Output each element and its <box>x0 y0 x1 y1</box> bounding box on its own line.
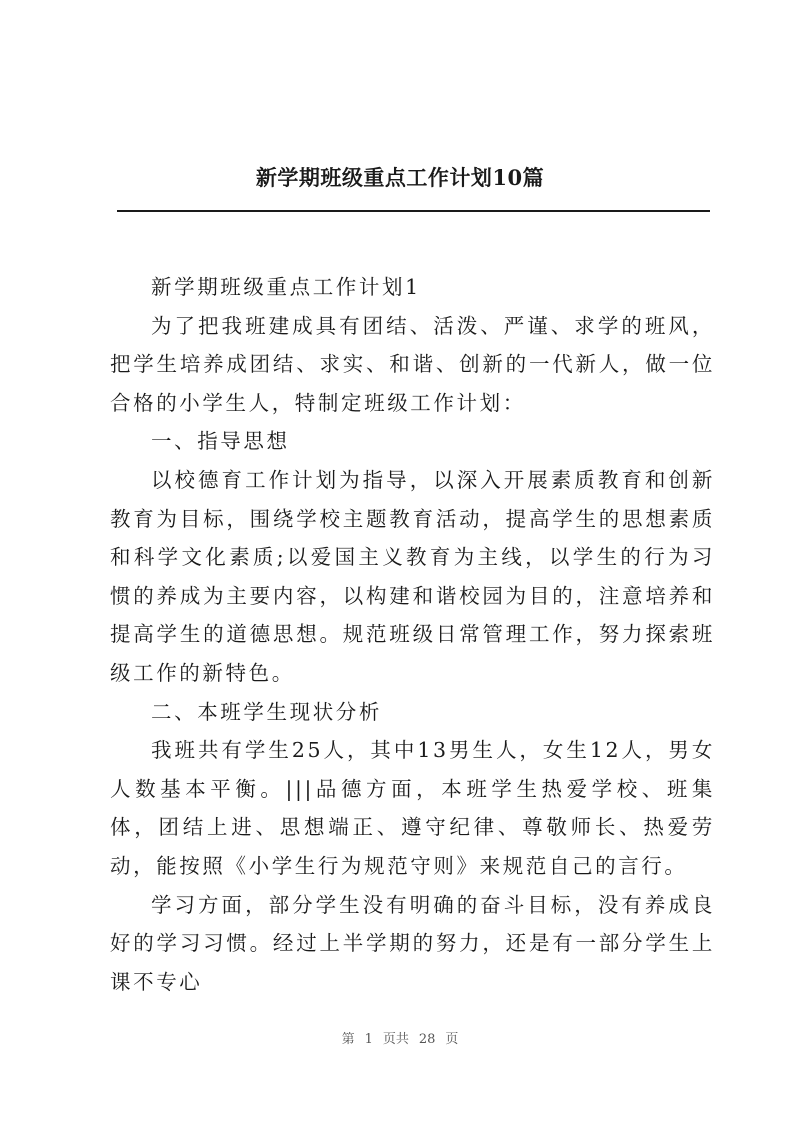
footer-of-label: 页共 <box>382 1032 409 1047</box>
footer-pages-suffix: 页 <box>445 1032 459 1047</box>
body-paragraph: 以校德育工作计划为指导，以深入开展素质教育和创新教育为目标，围绕学校主题教育活动，提高学生的思想素质和科学文化素质;以爱国主义教育为主线，以学生的行为习惯的养成为主要内容，以构建和谐校园为目的，注意培养和提高学生的道德思想。规范班级日常管理工作，努力探索班级工作的新特色。 <box>110 467 715 685</box>
footer-current-page: 1 <box>364 1032 373 1047</box>
body-paragraph: 学习方面，部分学生没有明确的奋斗目标，没有养成良好的学习习惯。经过上半学期的努力，还是有一部分学生上课不专心 <box>110 892 715 994</box>
section-heading: 二、本班学生现状分析 <box>151 699 382 724</box>
footer-total-pages: 28 <box>418 1032 436 1047</box>
document-body <box>110 268 715 1001</box>
section-heading: 一、指导思想 <box>151 429 290 454</box>
section-heading: 新学期班级重点工作计划1 <box>151 275 421 299</box>
footer-page-label: 第 <box>341 1032 355 1047</box>
title-divider <box>117 210 710 212</box>
page-footer <box>0 1031 800 1049</box>
body-paragraph: 我班共有学生25人，其中13男生人，女生12人，男女人数基本平衡。|||品德方面，本班学生热爱学校、班集体，团结上进、思想端正、遵守纪律、尊敬师长、热爱劳动，能按照《小学生行为规范守则》来规范自己的言行。 <box>110 738 715 878</box>
document-title: 新学期班级重点工作计划10篇 <box>255 165 545 190</box>
body-paragraph: 为了把我班建成具有团结、活泼、严谨、求学的班风，把学生培养成团结、求实、和谐、创新的一代新人，做一位合格的小学生人，特制定班级工作计划： <box>110 313 715 415</box>
